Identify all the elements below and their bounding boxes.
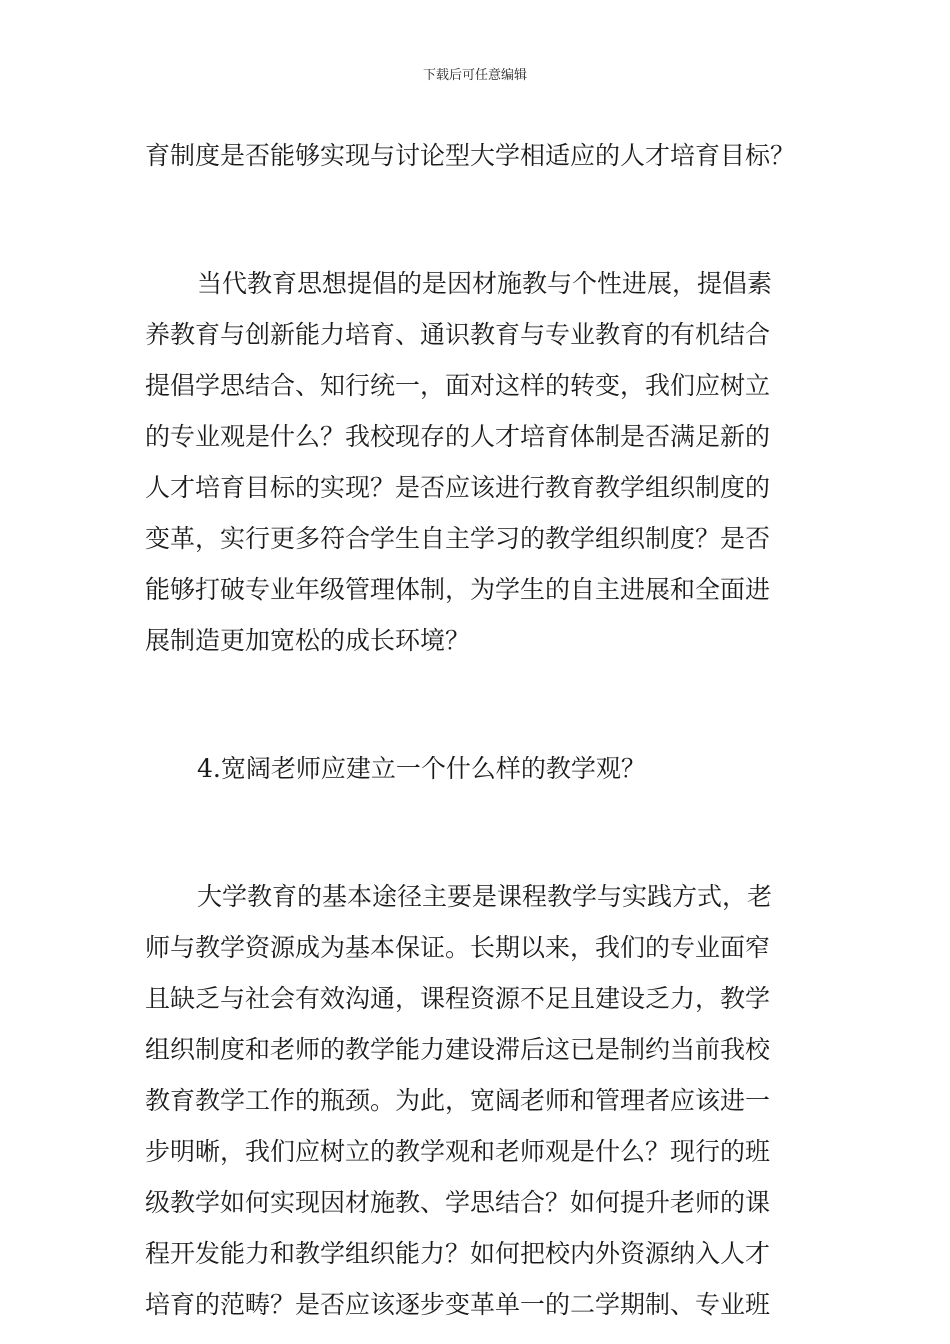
paragraph-line: 变革，实行更多符合学生自主学习的教学组织制度？是否 xyxy=(145,524,771,553)
paragraph-line: 当代教育思想提倡的是因材施教与个性进展，提倡素 xyxy=(197,269,773,298)
paragraph-line: 组织制度和老师的教学能力建设滞后这已是制约当前我校 xyxy=(145,1035,771,1064)
paragraph-line: 级教学如何实现因材施教、学思结合？如何提升老师的课 xyxy=(145,1188,771,1217)
section-heading: 4.宽阔老师应建立一个什么样的教学观？ xyxy=(197,754,646,783)
page-header: 下载后可任意编辑 xyxy=(422,68,527,83)
paragraph-line: 的专业观是什么？我校现存的人才培育体制是否满足新的 xyxy=(145,422,771,451)
paragraph-line: 大学教育的基本途径主要是课程教学与实践方式，老 xyxy=(197,882,773,911)
document-body xyxy=(145,130,813,1330)
paragraph-line: 教育教学工作的瓶颈。为此，宽阔老师和管理者应该进一 xyxy=(145,1086,771,1115)
paragraph-line: 程开发能力和教学组织能力？如何把校内外资源纳入人才 xyxy=(145,1239,771,1268)
paragraph-teaching-view xyxy=(145,871,813,1330)
paragraph-line: 人才培育目标的实现？是否应该进行教育教学组织制度的 xyxy=(145,473,771,502)
paragraph-line: 培育的范畴？是否应该逐步变革单一的二学期制、专业班 xyxy=(145,1290,771,1319)
paragraph-line: 能够打破专业年级管理体制，为学生的自主进展和全面进 xyxy=(145,575,771,604)
paragraph-education-thought xyxy=(145,258,813,666)
paragraph-line: 展制造更加宽松的成长环境？ xyxy=(145,626,471,655)
paragraph-line: 且缺乏与社会有效沟通，课程资源不足且建设乏力，教学 xyxy=(145,984,771,1013)
paragraph-line: 提倡学思结合、知行统一，面对这样的转变，我们应树立 xyxy=(145,371,771,400)
paragraph-line: 步明晰，我们应树立的教学观和老师观是什么？现行的班 xyxy=(145,1137,771,1166)
paragraph-line: 养教育与创新能力培育、通识教育与专业教育的有机结合 xyxy=(145,320,771,349)
continued-line: 育制度是否能够实现与讨论型大学相适应的人才培育目标？ xyxy=(145,141,796,170)
paragraph-line: 师与教学资源成为基本保证。长期以来，我们的专业面窄 xyxy=(145,933,771,962)
